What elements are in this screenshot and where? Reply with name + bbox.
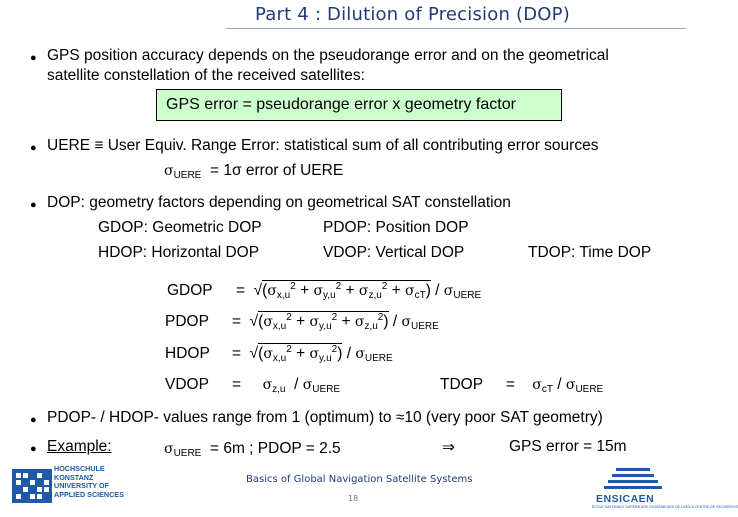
bullet-2-text: UERE ≡ User Equiv. Range Error: statistical sum of all contributing error sources	[47, 137, 599, 154]
page-number: 18	[348, 494, 359, 503]
pdop-definition: PDOP: Position DOP	[323, 219, 469, 236]
bullet-4-dot: ●	[30, 414, 37, 426]
hdop-formula: = $√(\sigma_{x,u}^2 + \sigma_{y,u}^2) / \sigma_{UERE}$	[232, 344, 393, 364]
university-name	[54, 465, 124, 500]
university-line: APPLIED SCIENCES	[54, 490, 124, 500]
gdop-formula-label: GDOP	[167, 282, 213, 299]
tdop-formula: = $\sigma_{cT} / \sigma_{UERE}$	[506, 376, 604, 395]
ensicaen-subtitle: ÉCOLE NATIONALE SUPÉRIEURE D'INGÉNIEURS DE CAEN & CENTRE DE RECHERCHE	[592, 505, 738, 509]
course-title: Basics of Global Navigation Satellite Systems	[246, 474, 473, 485]
implies-icon: ⇒	[442, 438, 455, 456]
vdop-definition: VDOP: Vertical DOP	[323, 244, 465, 261]
gdop-definition: GDOP: Geometric DOP	[98, 219, 262, 236]
slide-title: Part 4 : Dilution of Precision (DOP)	[255, 4, 570, 25]
vdop-formula-label: VDOP	[165, 376, 209, 393]
gdop-formula: = $√(\sigma_{x,u}^2 + \sigma_{y,u}^2 + \sigma_{z,u}^2 + \sigma_{cT}) / \sigma_{UERE}$	[236, 281, 482, 301]
example-result: GPS error = 15m	[509, 438, 627, 455]
university-line: KONSTANZ	[54, 472, 94, 482]
pdop-formula-label: PDOP	[165, 313, 209, 330]
bullet-3-dot: ●	[30, 199, 37, 211]
example-formula: $\sigma_{UERE} = 6m$ ; PDOP = 2.5	[164, 440, 341, 459]
uere-formula: $\sigma_{UERE} = 1\sigma$ error of UERE	[164, 162, 344, 181]
university-line: HOCHSCHULE	[54, 464, 105, 473]
hdop-formula-label: HDOP	[165, 345, 210, 362]
pdop-formula: = $√(\sigma_{x,u}^2 + \sigma_{y,u}^2 + \sigma_{z,u}^2) / \sigma_{UERE}$	[232, 312, 439, 332]
bullet-1-dot: ●	[30, 52, 37, 64]
example-label: Example:	[47, 438, 112, 455]
bullet-1-line-2: satellite constellation of the received satellites:	[47, 67, 365, 84]
example-formula-text: = 6m ; PDOP = 2.5	[209, 440, 341, 457]
uere-formula-text: = 1σ error of UERE	[209, 162, 344, 179]
bullet-3-text: DOP: geometry factors depending on geometrical SAT constellation	[47, 194, 511, 211]
bullet-5-dot: ●	[30, 443, 37, 455]
title-rule	[226, 28, 686, 29]
ensicaen-emblem	[598, 464, 668, 494]
tdop-formula-label: TDOP	[440, 376, 484, 393]
gps-error-box: GPS error = pseudorange error x geometry factor	[156, 89, 562, 121]
ensicaen-logo-text: ENSICAEN	[596, 493, 655, 505]
hdop-definition: HDOP: Horizontal DOP	[98, 244, 260, 261]
vdop-formula: = $\sigma_{z,u} / \sigma_{UERE}$	[232, 376, 341, 395]
tdop-definition: TDOP: Time DOP	[528, 244, 652, 261]
bullet-4-text: PDOP- / HDOP- values range from 1 (optimum) to ≈10 (very poor SAT geometry)	[47, 409, 603, 426]
university-line: UNIVERSITY OF	[54, 481, 109, 491]
bullet-1-line-1: GPS position accuracy depends on the pseudorange error and on the geometrical	[47, 47, 609, 64]
bullet-2-dot: ●	[30, 142, 37, 154]
